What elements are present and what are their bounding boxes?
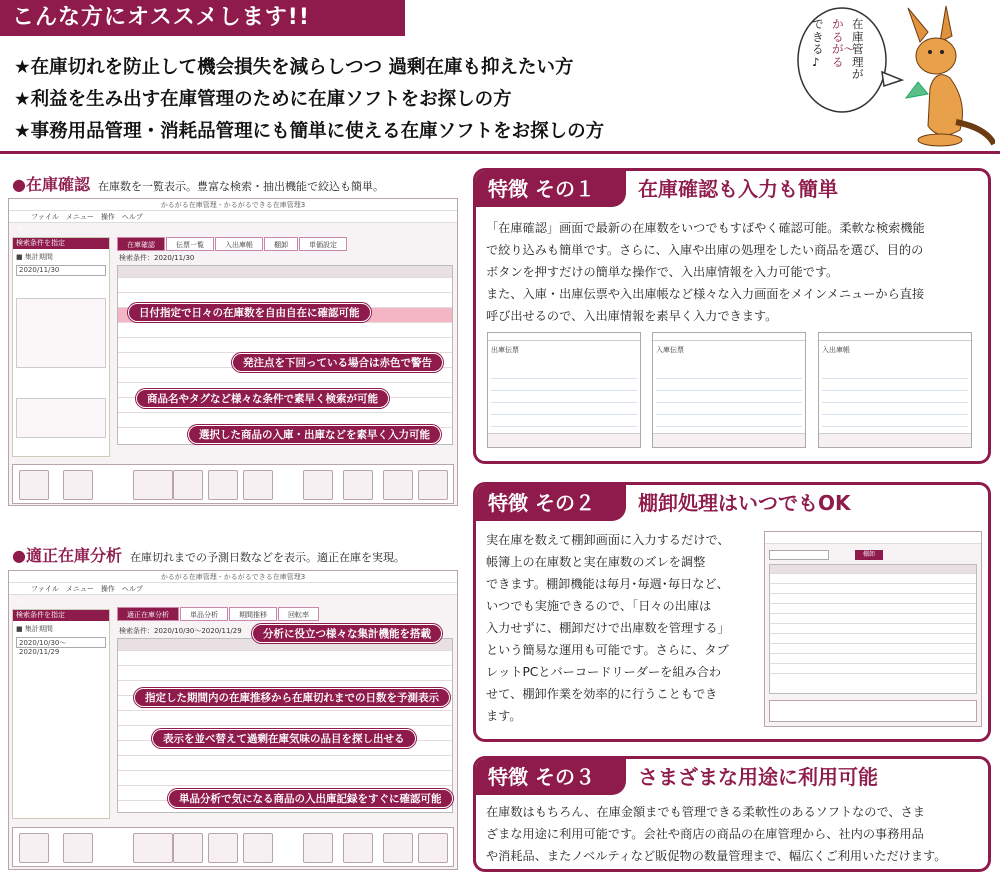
feature-2-line: 入力せずに、棚卸だけで出庫数を管理する」: [486, 621, 730, 635]
analysis-grid[interactable]: [117, 638, 453, 813]
window-title: かるがる在庫管理 - かるがるできる在庫管理3: [9, 571, 457, 583]
toolbar-button[interactable]: [133, 833, 173, 863]
toolbar-button[interactable]: [208, 470, 238, 500]
feature-3-line: ざまな用途に利用可能です。会社や商店の商品の在庫管理から、社内の事務用品: [486, 827, 924, 841]
stock-heading: ●在庫確認 在庫数を一覧表示。豊富な検索・抽出機能で絞込も簡単。: [12, 175, 384, 194]
feature-2-line: いつでも実施できるので、「日々の出庫は: [486, 599, 712, 613]
toolbar-button[interactable]: [343, 470, 373, 500]
toolbar-button[interactable]: [383, 833, 413, 863]
date-input[interactable]: 2020/11/30: [16, 265, 106, 276]
stock-app-window: [8, 198, 458, 506]
mini-screen-inbound: [652, 332, 806, 448]
callout-alert: 発注点を下回っている場合は赤色で警告: [232, 353, 443, 372]
bullet-1: ★在庫切れを防止して機会損失を減らしつつ 過剰在庫も抑えたい方: [14, 57, 574, 78]
analysis-app-window: [8, 570, 458, 870]
period-label: ■ 集計期間: [16, 253, 53, 261]
toolbar-button[interactable]: [63, 470, 93, 500]
feature-2-line: できます。棚卸機能は毎月･毎週･毎日など、: [486, 577, 729, 591]
analysis-tabs: [117, 607, 453, 623]
tag-list[interactable]: [16, 398, 106, 438]
analysis-heading: ●適正在庫分析 在庫切れまでの予測日数などを表示。適正在庫を実現。: [12, 546, 405, 565]
divider-line: [0, 151, 1000, 154]
mini-title: 入出庫帳: [822, 346, 850, 354]
feature-2-line: 帳簿上の在庫数と実在庫数のズレを調整: [486, 555, 706, 569]
feature-1-line: 呼び出せるので、入出庫情報を素早く入力できます。: [486, 309, 778, 323]
bullet-2: ★利益を生み出す在庫管理のために在庫ソフトをお探しの方: [14, 89, 512, 110]
feature-1-line: 「在庫確認」画面で最新の在庫数をいつでもすばやく確認可能。柔軟な検索機能: [486, 221, 925, 235]
toolbar-button[interactable]: [19, 470, 49, 500]
toolbar-button[interactable]: [133, 470, 173, 500]
mini-title: 入庫伝票: [656, 346, 684, 354]
analysis-toolbar: [12, 827, 454, 867]
feature-3-label: 特徴 その３: [476, 759, 626, 795]
tab-stock[interactable]: 在庫確認: [117, 237, 165, 251]
bubble-col-3: できる♪: [812, 17, 824, 69]
menu-bar[interactable]: ファイル メニュー 操作 ヘルプ: [9, 583, 457, 595]
feature-1-line: で絞り込みも簡単です。さらに、入庫や出庫の処理をしたい商品を選び、目的の: [486, 243, 924, 257]
toolbar-button[interactable]: [383, 470, 413, 500]
feature-2-title: 棚卸処理はいつでもOK: [638, 491, 851, 515]
callout-search: 商品名やタグなど様々な条件で素早く検索が可能: [136, 389, 389, 408]
toolbar-button[interactable]: [418, 470, 448, 500]
bubble-col-1: 在庫管理が: [852, 17, 864, 81]
feature-2-label: 特徴 その２: [476, 485, 626, 521]
recommend-banner: こんな方にオススメします!!: [0, 0, 405, 36]
search-panel-header: 検索条件を指定: [13, 238, 109, 249]
toolbar-button[interactable]: [63, 833, 93, 863]
mini-title: 出庫伝票: [491, 346, 519, 354]
feature-2-box: [473, 482, 991, 742]
window-title: かるがる在庫管理 - かるがるできる在庫管理3: [9, 199, 457, 211]
feature-3-line: や消耗品、またノベルティなど販促物の数量管理まで、幅広くご利用いただけます。: [486, 849, 947, 863]
search-panel: [12, 237, 110, 457]
feature-2-line: せて、棚卸作業を効率的に行うこともでき: [486, 687, 718, 701]
toolbar-button[interactable]: [303, 470, 333, 500]
feature-1-line: ボタンを押すだけの簡単な操作で、入出庫情報を入力可能です。: [486, 265, 839, 279]
callout-sort: 表示を並べ替えて過剰在庫気味の品目を探し出せる: [152, 729, 416, 748]
stock-toolbar: [12, 464, 454, 504]
bullet-3: ★事務用品管理・消耗品管理にも簡単に使える在庫ソフトをお探しの方: [14, 121, 605, 142]
callout-functions: 分析に役立つ様々な集計機能を搭載: [252, 624, 442, 643]
callout-forecast: 指定した期間内の在庫推移から在庫切れまでの日数を予測表示: [134, 688, 450, 707]
inventory-screen: [764, 531, 982, 727]
condition-text: 検索条件：2020/10/30〜2020/11/29: [119, 627, 242, 635]
toolbar-button[interactable]: [19, 833, 49, 863]
mini-screen-outbound: [487, 332, 641, 448]
callout-single: 単品分析で気になる商品の入出庫記録をすぐに確認可能: [168, 789, 453, 808]
search-panel-header: 検索条件を指定: [13, 610, 109, 621]
toolbar-button[interactable]: [173, 833, 203, 863]
file-menu-button[interactable]: ル: [9, 211, 29, 223]
tab-turnover[interactable]: 回転率: [278, 607, 319, 621]
file-menu-button[interactable]: ル: [9, 583, 29, 595]
condition-text: 検索条件：2020/11/30: [119, 254, 195, 262]
toolbar-button[interactable]: [303, 833, 333, 863]
feature-2-line: 実在庫を数えて棚卸画面に入力するだけで、: [486, 533, 730, 547]
stock-tabs: [117, 237, 453, 251]
tab-trend[interactable]: 期間推移: [229, 607, 277, 621]
tab-ledger[interactable]: 入出庫帳: [215, 237, 263, 251]
feature-2-line: ます。: [486, 709, 522, 723]
menu-bar[interactable]: ファイル メニュー 操作 ヘルプ: [9, 211, 457, 223]
feature-1-title: 在庫確認も入力も簡単: [638, 177, 838, 201]
tab-analysis[interactable]: 適正在庫分析: [117, 607, 179, 621]
callout-date: 日付指定で日々の在庫数を自由自在に確認可能: [128, 303, 371, 322]
mini-screen-ledger: [818, 332, 972, 448]
toolbar-button[interactable]: [173, 470, 203, 500]
feature-2-line: レットPCとバーコードリーダーを組み合わ: [486, 665, 722, 679]
tab-slips[interactable]: 伝票一覧: [166, 237, 214, 251]
tab-inventory[interactable]: 棚卸: [264, 237, 298, 251]
search-panel: [12, 609, 110, 819]
bubble-col-2: かるが〜る: [832, 17, 855, 69]
tab-single[interactable]: 単品分析: [180, 607, 228, 621]
feature-2-line: という簡易な運用も可能です。さらに、タブ: [486, 643, 729, 657]
toolbar-button[interactable]: [418, 833, 448, 863]
tab-price[interactable]: 単価設定: [299, 237, 347, 251]
product-list[interactable]: [16, 298, 106, 368]
period-label: ■ 集計期間: [16, 625, 53, 633]
toolbar-button[interactable]: [208, 833, 238, 863]
feature-1-line: また、入庫・出庫伝票や入出庫帳など様々な入力画面をメインメニューから直接: [486, 287, 925, 301]
feature-3-line: 在庫数はもちろん、在庫金額までも管理できる柔軟性のあるソフトなので、さま: [486, 805, 925, 819]
callout-input: 選択した商品の入庫・出庫などを素早く入力可能: [188, 425, 441, 444]
toolbar-button[interactable]: [243, 833, 273, 863]
tab-inventory[interactable]: 棚卸: [855, 550, 883, 560]
feature-1-label: 特徴 その１: [476, 171, 626, 207]
feature-3-title: さまざまな用途に利用可能: [638, 765, 878, 789]
feature-3-box: [473, 756, 991, 872]
toolbar-button[interactable]: [343, 833, 373, 863]
toolbar-button[interactable]: [243, 470, 273, 500]
date-input[interactable]: 2020/10/30〜2020/11/29: [16, 637, 106, 648]
